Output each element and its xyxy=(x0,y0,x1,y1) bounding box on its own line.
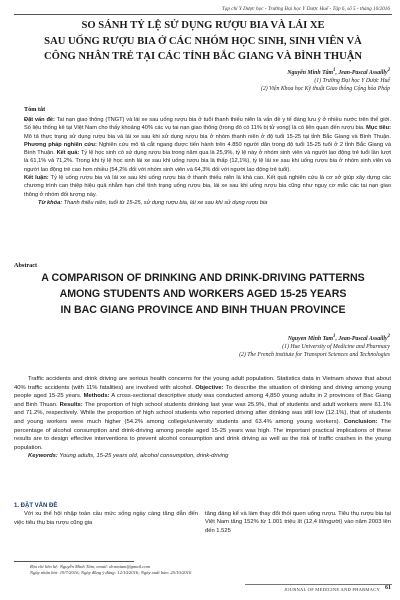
abstract-heading: Kết luận: xyxy=(24,175,49,182)
abstract-text: Tỷ lệ uống rượu bia và lái xe sau khi uống rượu bia ở thanh thiếu niên là khá cao. Kết quả nghiên cứu là cơ sở giúp xây dựng các chương trình can thiệp hiệu quả nhằm hạn chế tình trạng uống rượu bia, lái xe sau khi uống rượu bia cũng như nguy cơ mắc các tai nạn giao thông ở nhóm đối tượng này. xyxy=(24,175,391,198)
english-keywords xyxy=(14,452,391,461)
english-abstract-label: Abstract xyxy=(14,262,38,269)
author-sup: 2 xyxy=(387,68,390,73)
abstract-text: Traffic accidents and drink driving are serious health concerns for the young adult population. Statistics data in Vietnam shows that about 40% traffic accidents (with 11% fatalities) are involved with alcohol. xyxy=(14,376,391,391)
journal-name: JOURNAL OF MEDICINE AND PHARMACY xyxy=(284,587,380,592)
abstract-text: The proportion of high school students drinking last year was 25.9%, that of students and adult workers were 61.1% and 71.2%, respectively. While the proportion of high school students who reported driving after drinking was still low (12.1%), that of students and young workers were much higher (54.2% among college/university students and 63.4% among young workers). xyxy=(14,401,392,425)
keywords-text: Thanh thiếu niên, tuổi từ 15-25, sử dụng rượu bia, lái xe sau khi sử dụng rượu bia xyxy=(62,199,268,206)
english-affiliation: (1) Hue University of Medicine and Pharmacy xyxy=(282,343,390,350)
abstract-heading: Phương pháp nghiên cứu: xyxy=(24,141,97,148)
abstract-text: A cross-sectional descriptive study was conducted among 4,850 young adults in 2 provinces of Bac Giang and Binh Thuan. xyxy=(14,393,392,408)
footnote-contact: Địa chỉ liên hệ: Nguyễn Minh Tâm, email: dr.nmtam@gmail.com xyxy=(30,564,150,569)
abstract-heading: Đặt vấn đề: xyxy=(24,117,55,123)
body-column-left xyxy=(14,502,198,527)
section-heading: 1. ĐẶT VẤN ĐỀ xyxy=(14,503,58,509)
running-head: Tạp chí Y Dược học - Trường Đại học Y Dược Huế - Tập 6, số 5 - tháng 10/2016 xyxy=(221,6,390,12)
vietnamese-author-names xyxy=(200,67,390,77)
author-sup: 1 xyxy=(333,68,336,73)
vietnamese-keywords xyxy=(24,199,391,207)
vietnamese-authors xyxy=(200,67,390,93)
abstract-heading: Results: xyxy=(59,401,83,408)
vietnamese-abstract-conclusion xyxy=(24,174,391,199)
keywords-label: Keywords: xyxy=(28,453,58,460)
abstract-heading: Mục tiêu: xyxy=(366,125,391,132)
english-author-names xyxy=(200,333,390,343)
page-number: 61 xyxy=(385,585,391,591)
author-name: Nguyen Minh Tam xyxy=(287,335,334,342)
vietnamese-title-line: SO SÁNH TỶ LỆ SỬ DỤNG RƯỢU BIA VÀ LÁI XE xyxy=(81,20,325,31)
keywords-label: Từ khóa: xyxy=(38,199,63,206)
body-column-right xyxy=(205,510,391,535)
vietnamese-title-line: SAU UỐNG RƯỢU BIA Ở CÁC NHÓM HỌC SINH, SINH VIÊN VÀ xyxy=(44,35,362,47)
abstract-text: To describe the situation of drinking and driving among young people aged 15-25 years. xyxy=(14,384,392,400)
header-rule xyxy=(14,14,392,15)
abstract-heading: Kết quả: xyxy=(56,150,80,157)
english-abstract xyxy=(14,375,391,461)
footnote-dates: Ngày nhận bài: 19/7/2016; Ngày đồng ý đăng: 12/10/2016; Ngày xuất bản: 25/10/2016 xyxy=(30,570,192,576)
english-abstract-body xyxy=(14,375,391,452)
vietnamese-abstract xyxy=(24,116,391,207)
author-name: Nguyễn Minh Tâm xyxy=(287,69,334,76)
footnote xyxy=(30,564,240,576)
body-paragraph: Với xu thế hội nhập toàn cầu mức sống ngày càng tăng dẫn đến việc tiêu thụ bia rượu cũng gia xyxy=(14,511,198,526)
vietnamese-abstract-body xyxy=(24,116,391,174)
keywords-text: Young adults, 15-25 years old, alcohol consumption, drink-driving xyxy=(57,453,229,460)
author-sup: 2 xyxy=(387,334,390,339)
vietnamese-abstract-label: Tóm tắt xyxy=(24,106,46,113)
vietnamese-affiliation: (1) Trường Đại học Y Dược Huế xyxy=(314,77,390,84)
body-paragraph: tăng đáng kể và làm thay đổi thói quen uống rượu. Tiêu thụ rượu bia tại Việt Nam tăng 152% từ 1.001 triệu lít (12,4 lít/người) vào năm 2003 lên đến 1.525 xyxy=(205,511,391,534)
english-title-line: A COMPARISON OF DRINKING AND DRINK-DRIVING PATTERNS xyxy=(41,272,365,284)
abstract-text: Tai nạn giao thông (TNGT) và lái xe sau uống rượu bia ở tuổi thanh thiếu niên là vấn đề y tế đáng lưu ý ở nhiều nước trên thế giới. Số liệu thống kê tại Việt Nam cho thấy khoảng 40% các vụ tai nạn giao thông (trong đó có 11% bị tử vong) là có liên quan đến rượu bia. xyxy=(24,117,392,132)
english-affiliation: (2) The French institute for Transport Sciences and Technologies xyxy=(239,351,390,358)
author-name: , Jean-Pascal Assailly xyxy=(335,69,388,76)
abstract-heading: Methods: xyxy=(83,393,110,400)
abstract-text: Tỷ lệ học sinh có sử dụng rượu bia trong năm qua là 25,9%, tỷ lệ này ở nhóm sinh viên và người lao động trẻ tuổi lần lượt là 61,1% và 71,2%. Trong khi tỷ lệ học sinh lái xe sau khi uống rượu bia là thấp (12,1%), tỷ lệ lái xe sau khi uống rượu bia ở nhóm sinh viên và người lao động trẻ cao hơn nhiều (54,2% đối với nhóm sinh viên và 64,3% đối với người lao động trẻ tuổi). xyxy=(24,150,391,173)
footnote-rule xyxy=(14,561,134,562)
abstract-text: The percentage of alcohol consumption and drink-driving among people aged 15-25 years was high. The important practical implications of these results are to design effective interventions to prevent alcohol consumption and drink driving as well as the risk of traffic crashes in the young population. xyxy=(14,418,391,451)
footer-rule xyxy=(245,584,392,585)
vietnamese-title xyxy=(14,18,392,65)
abstract-text: Mô tả thực trạng sử dụng rượu bia và lái xe sau khi sử dụng rượu bia ở nhóm thanh niên ở độ tuổi 15-25 tại tỉnh Bắc Giang và Bình Thuận. xyxy=(24,133,391,140)
vietnamese-affiliation: (2) Viện Khoa học Kỹ thuật Giao thông Cộng hòa Pháp xyxy=(260,85,390,92)
author-name: , Jean-Pascal Assailly xyxy=(335,335,388,342)
english-title-line: AMONG STUDENTS AND WORKERS AGED 15-25 YEARS xyxy=(59,288,347,300)
abstract-text: Nghiên cứu mô tả cắt ngang được tiến hành trên 4.850 người dân trong độ tuổi 15-25 tuổi ở 2 tỉnh Bắc Giang và Bình Thuận. xyxy=(24,141,392,157)
author-sup: 1 xyxy=(333,334,336,339)
abstract-heading: Conclusion: xyxy=(343,418,378,425)
vietnamese-title-line: CÔNG NHÂN TRẺ TẠI CÁC TỈNH BẮC GIANG VÀ BÌNH THUẬN xyxy=(43,51,363,62)
english-authors xyxy=(200,333,390,359)
english-title xyxy=(14,270,392,318)
english-title-line: IN BAC GIANG PROVINCE AND BINH THUAN PROVINCE xyxy=(60,304,346,316)
abstract-heading: Objective: xyxy=(195,384,224,391)
